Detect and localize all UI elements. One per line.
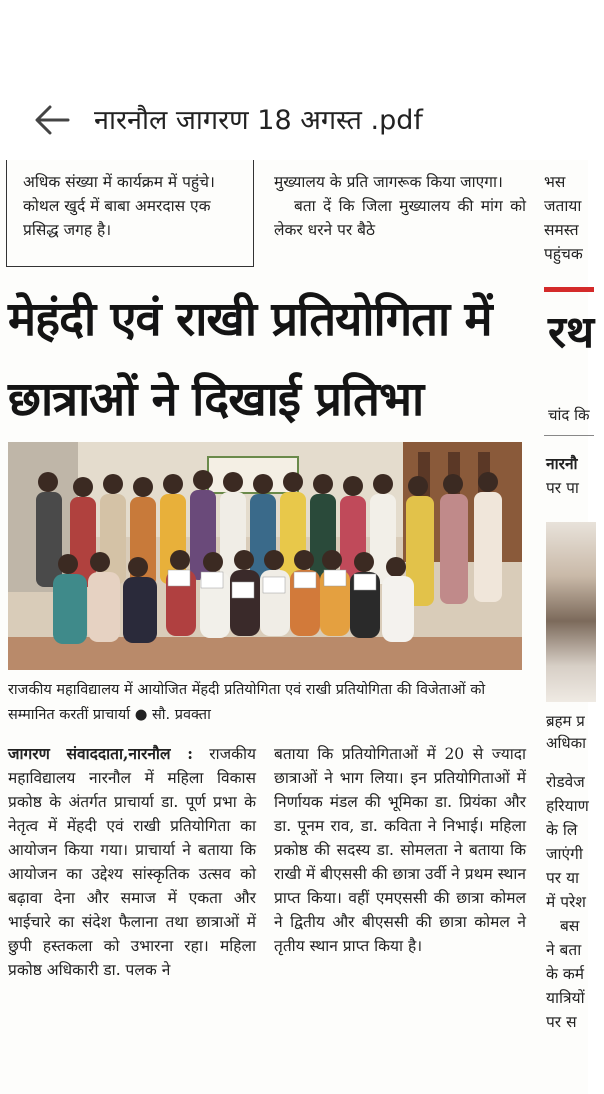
right-body-line: बस [560,917,580,935]
snippet-line: समस्त [544,221,579,239]
article-photo [8,442,522,670]
red-rule [544,287,594,292]
right-caption-line: अधिका [546,734,586,752]
top-right-snippet [544,170,604,266]
right-body [546,770,589,1034]
right-body-line: रोडवेज [546,773,585,791]
newspaper-page[interactable] [0,160,595,1094]
document-title: नारनौल जागरण 18 अगस्त .pdf [94,105,423,136]
right-caption-line: ब्रहम प्र [546,712,585,730]
top-mid-snippet [274,170,526,242]
photo-caption [8,678,528,728]
right-body-line: के कर्म [546,965,585,983]
right-dateline-line: नारनौ [546,454,578,473]
article-column-1 [8,742,256,982]
snippet-line: जताया [544,197,582,215]
back-button[interactable] [30,98,74,142]
right-headline: रथ [548,307,595,358]
right-caption [546,710,586,754]
right-body-line: जाएंगी [546,845,583,863]
caption-text: राजकीय महाविद्यालय में आयोजित मेंहदी प्रतियोगिता एवं राखी प्रतियोगिता की विजेताओं को सम्मानित करतीं प्राचार्या [8,682,486,723]
right-subhead: चांद कि [548,406,590,424]
snippet-para-2: बता दें कि जिला मुख्यालय की मांग को लेकर धरने पर बैठे [274,197,526,239]
right-dateline [546,452,579,500]
photo-credit: ● सौ. प्रवक्ता [134,707,211,723]
app-bar [0,0,588,160]
snippet-line: भस [544,173,566,191]
snippet-text: अधिक संख्या में कार्यक्रम में पहुंचे। कोथल खुर्द में बाबा अमरदास एक प्रसिद्ध जगह है। [23,173,215,239]
right-dateline-line: पर पा [546,479,579,497]
top-left-snippet [6,160,254,267]
right-divider [544,435,594,436]
column-1-text: राजकीय महाविद्यालय नारनौल में महिला विकास प्रकोष्ठ के अंतर्गत प्राचार्या डा. पूर्ण प्रभा के नेतृत्व में मेंहदी एवं राखी प्रतियोगिता का आयोजन किया गया। प्राचार्या ने बताया कि आयोजन का उद्देश्य सांस्कृतिक उत्सव को बढ़ावा देना और समाज में एकता और भाईचारे का संदेश फैलाना तथा छात्राओं में छुपी हस्तकला को उभारना रहा। महिला प्रकोष्ठ अधिकारी डा. पलक ने [8,745,256,979]
right-body-line: पर स [546,1013,577,1031]
right-photo [546,522,596,702]
column-2-text: बताया कि प्रतियोगिताओं में 20 से ज्यादा छात्राओं ने भाग लिया। इन प्रतियोगिताओं में निर्णायक मंडल की भूमिका डा. प्रियंका और डा. पूनम राव, डा. कविता ने निभाई। महिला प्रकोष्ठ की सदस्य डा. सोमलता ने बताया कि राखी में बीएससी की छात्रा उर्वी ने प्रथम स्थान प्राप्त किया। वहीं एमएससी की छात्रा कोमल ने द्वितीय और बीएससी की छात्रा कोमल ने तृतीय स्थान प्राप्त किया है। [274,745,526,955]
headline-line-1: मेहंदी एवं राखी प्रतियोगिता में [8,292,492,347]
right-body-line: में परेश [546,893,586,911]
snippet-para-1: मुख्यालय के प्रति जागरूक किया जाएगा। [274,173,503,191]
right-body-line: के लि [546,821,578,839]
arrow-left-icon [30,127,74,146]
right-body-line: पर या [546,869,580,887]
article-headline [8,280,528,440]
snippet-line: पहुंचक [544,245,583,263]
right-body-line: हरियाण [546,797,589,815]
article-column-2 [274,742,526,958]
headline-line-2: छात्राओं ने दिखाई प्रतिभा [8,372,424,427]
right-body-line: ने बता [546,941,582,959]
article-dateline: जागरण संवाददाता,नारनौल : [8,744,193,763]
right-body-line: यात्रियों [546,989,585,1007]
